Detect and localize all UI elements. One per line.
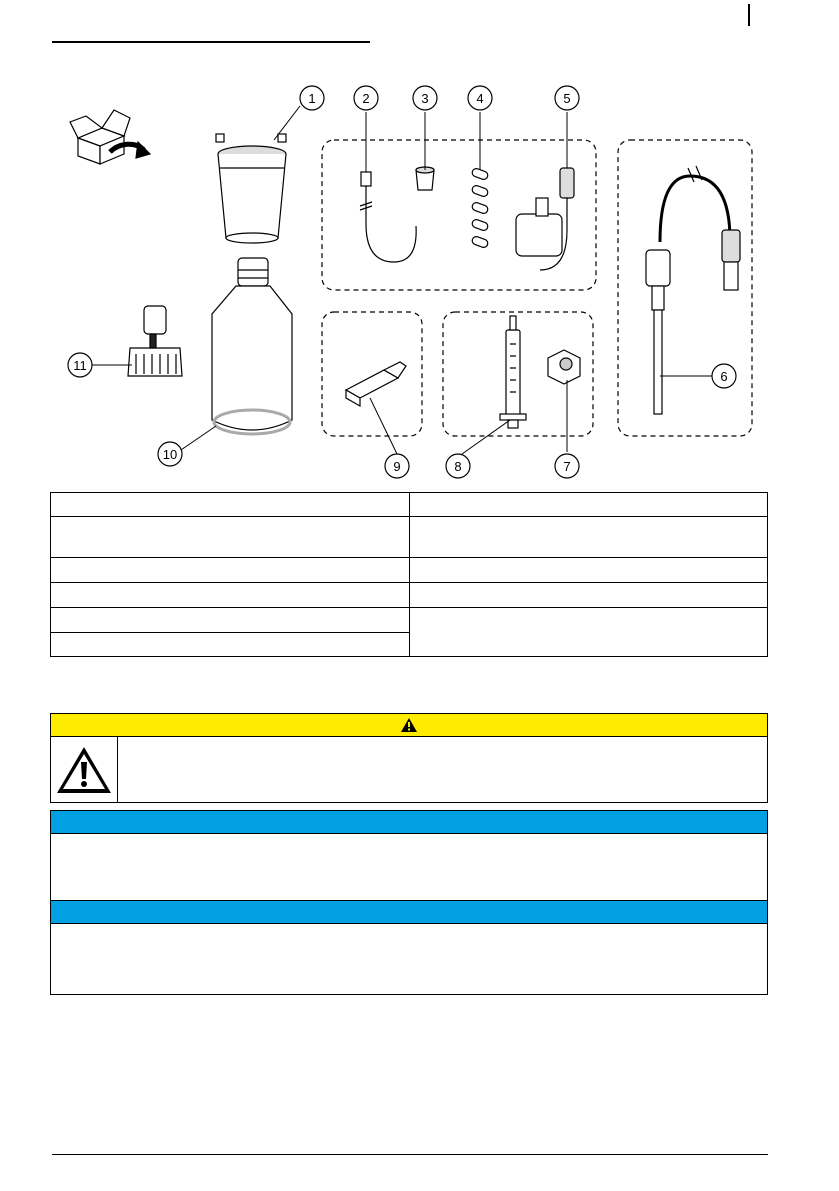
leader-lines — [92, 106, 712, 454]
table-cell — [51, 608, 410, 633]
callout-2 — [354, 86, 378, 110]
callout-6 — [712, 364, 736, 388]
parts-table — [50, 492, 768, 657]
warning-box — [50, 713, 768, 803]
warning-triangle-icon — [55, 745, 113, 795]
notice-header — [51, 811, 767, 834]
unpack-box-icon — [70, 110, 150, 164]
table-row — [51, 608, 768, 633]
svg-text:4: 4 — [476, 91, 484, 106]
svg-text:3: 3 — [421, 91, 429, 106]
callout-11 — [68, 353, 92, 377]
table-cell — [51, 558, 410, 583]
group-box-usb — [322, 312, 422, 436]
page-number-marker — [748, 4, 768, 26]
syringe-item — [500, 316, 526, 428]
fitting-item — [416, 167, 434, 190]
table-cell — [410, 493, 768, 517]
svg-text:1: 1 — [308, 91, 316, 106]
table-cell — [51, 517, 410, 558]
callout-8 — [446, 454, 470, 478]
notice-box-1 — [50, 810, 768, 905]
warning-triangle-small-icon — [400, 717, 418, 733]
warning-text — [118, 737, 767, 802]
notice-box-2 — [50, 900, 768, 995]
svg-text:6: 6 — [720, 369, 728, 384]
svg-text:2: 2 — [362, 91, 370, 106]
table-cell — [410, 517, 768, 558]
warning-icon-cell — [51, 737, 118, 802]
usb-stick-item — [346, 362, 406, 406]
svg-text:9: 9 — [393, 459, 401, 474]
components-illustration — [40, 80, 780, 480]
callout-10 — [158, 442, 182, 466]
footer-rule — [52, 1154, 768, 1155]
seals-item — [471, 168, 489, 249]
svg-text:8: 8 — [454, 459, 462, 474]
svg-text:7: 7 — [563, 459, 571, 474]
callout-9 — [385, 454, 409, 478]
components-figure — [40, 80, 780, 480]
bottle-item — [212, 258, 292, 434]
table-row — [51, 493, 768, 517]
table-row — [51, 558, 768, 583]
table-cell — [51, 633, 410, 657]
notice-header — [51, 901, 767, 924]
warning-header — [51, 714, 767, 737]
cap-item — [128, 306, 182, 376]
table-cell — [51, 493, 410, 517]
svg-text:5: 5 — [563, 91, 571, 106]
beaker-item — [216, 134, 286, 243]
table-cell — [51, 583, 410, 608]
flow-cell-item — [516, 168, 574, 270]
header-rule — [52, 41, 370, 43]
table-row — [51, 583, 768, 608]
notice-text — [51, 834, 767, 904]
callout-3 — [413, 86, 437, 110]
callout-7 — [555, 454, 579, 478]
table-cell — [410, 558, 768, 583]
table-cell — [410, 608, 768, 657]
notice-text — [51, 924, 767, 994]
svg-text:10: 10 — [162, 447, 178, 462]
callout-1 — [300, 86, 324, 110]
clip-item — [548, 350, 580, 384]
table-row — [51, 517, 768, 558]
table-cell — [410, 583, 768, 608]
callout-4 — [468, 86, 492, 110]
callout-5 — [555, 86, 579, 110]
tubing-item — [360, 172, 416, 262]
svg-text:11: 11 — [73, 358, 87, 373]
